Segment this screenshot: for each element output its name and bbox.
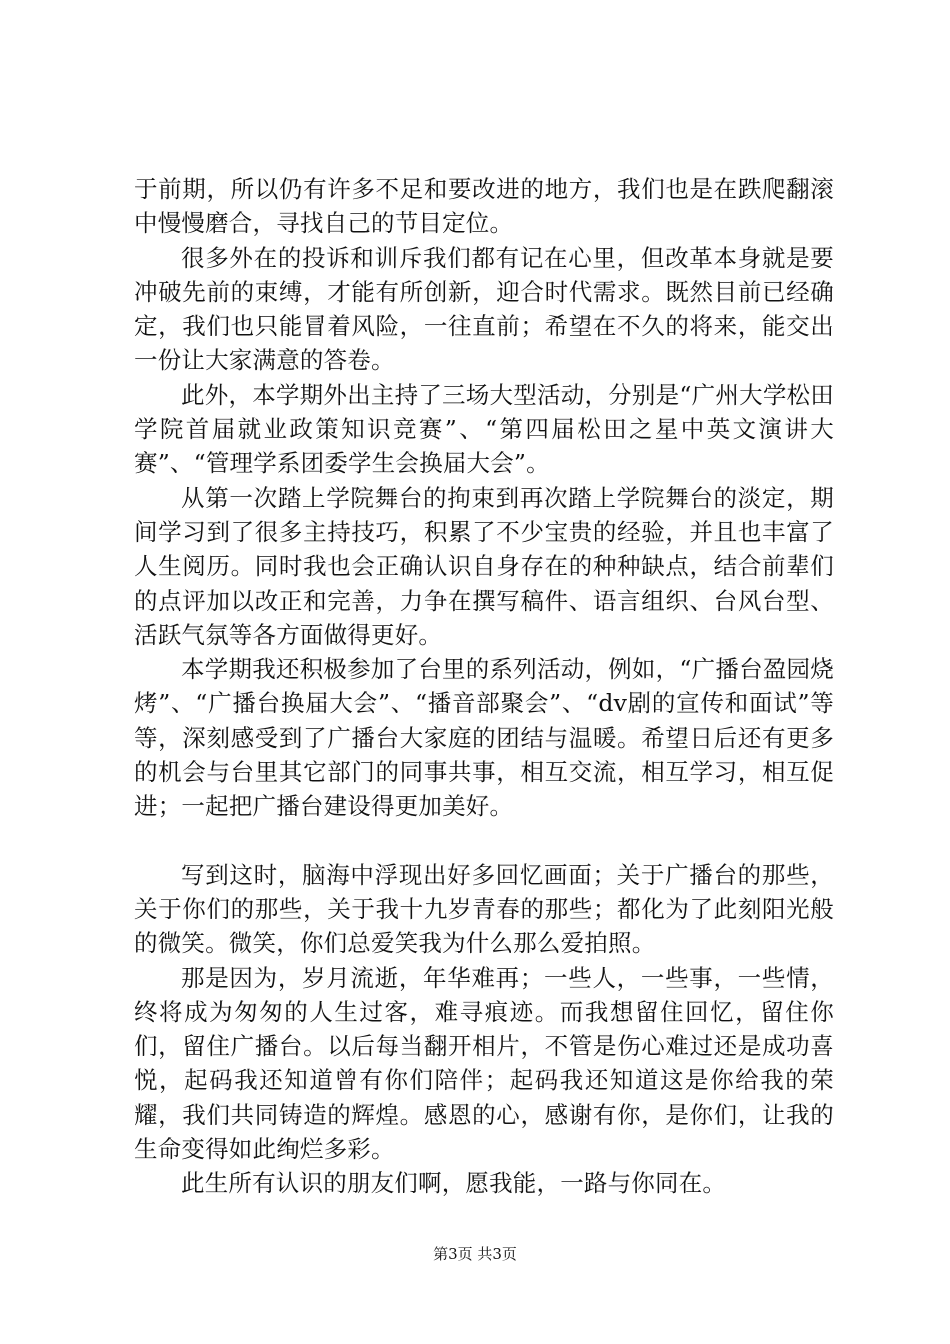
paragraph-gap	[134, 824, 834, 858]
page-footer: 第3页 共3页	[433, 1245, 517, 1263]
paragraph-hosting-events: 此外，本学期外出主持了三场大型活动，分别是“广州大学松田学院首届就业政策知识竞赛”、“第四届松田之星中英文演讲大赛”、“管理学系团委学生会换届大会”。	[134, 380, 834, 478]
paragraph-reasons: 那是因为，岁月流逝，年华难再；一些人，一些事，一些情，终将成为匆匆的人生过客，难寻痕迹。而我想留住回忆，留住你们，留住广播台。以后每当翻开相片，不管是伤心难过还是成功喜悦，起码我还知道曾有你们陪伴；起码我还知道这是你给我的荣耀，我们共同铸造的辉煌。感恩的心，感谢有你，是你们，让我的生命变得如此绚烂多彩。	[134, 963, 834, 1164]
paragraph-continuation: 于前期，所以仍有许多不足和要改进的地方，我们也是在跌爬翻滚中慢慢磨合，寻找自己的节目定位。	[134, 175, 834, 238]
document-body	[134, 172, 834, 1201]
paragraph-station-activities: 本学期我还积极参加了台里的系列活动，例如，“广播台盈园烧烤”、“广播台换届大会”、“播音部聚会”、“dv剧的宣传和面试”等等，深刻感受到了广播台大家庭的团结与温暖。希望日后还有更多的机会与台里其它部门的同事共事，相互交流，相互学习，相互促进；一起把广播台建设得更加美好。	[134, 655, 834, 821]
paragraph-stage-experience: 从第一次踏上学院舞台的拘束到再次踏上学院舞台的淡定，期间学习到了很多主持技巧，积累了不少宝贵的经验，并且也丰富了人生阅历。同时我也会正确认识自身存在的种种缺点，结合前辈们的点评加以改正和完善，力争在撰写稿件、语言组织、台风台型、活跃气氛等各方面做得更好。	[134, 483, 834, 649]
paragraph-reform: 很多外在的投诉和训斥我们都有记在心里，但改革本身就是要冲破先前的束缚，才能有所创新，迎合时代需求。既然目前已经确定，我们也只能冒着风险，一往直前；希望在不久的将来，能交出一份让大家满意的答卷。	[134, 243, 834, 375]
paragraph-closing: 此生所有认识的朋友们啊，愿我能，一路与你同在。	[181, 1169, 727, 1198]
paragraph-memories: 写到这时，脑海中浮现出好多回忆画面；关于广播台的那些，关于你们的那些，关于我十九岁青春的那些；都化为了此刻阳光般的微笑。微笑，你们总爱笑我为什么那么爱拍照。	[134, 860, 834, 958]
